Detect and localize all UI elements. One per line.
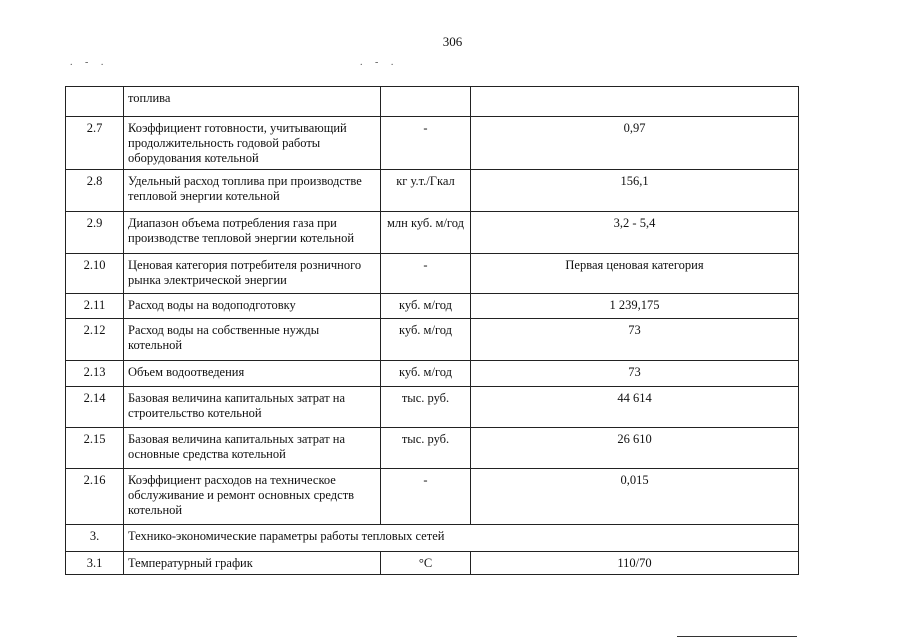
table-row [66, 387, 799, 428]
row-value [471, 87, 799, 117]
table-row [66, 212, 799, 254]
row-unit: - [381, 469, 471, 525]
table-row [66, 469, 799, 525]
row-unit: тыс. руб. [381, 428, 471, 469]
row-parameter-name: Базовая величина капитальных затрат на строительство котельной [124, 387, 381, 428]
section-title: Технико-экономические параметры работы тепловых сетей [124, 525, 799, 552]
row-number: 2.9 [66, 212, 124, 254]
row-value: 0,97 [471, 117, 799, 170]
row-value: 110/70 [471, 552, 799, 575]
row-value: 73 [471, 319, 799, 361]
row-parameter-name: топлива [124, 87, 381, 117]
row-unit: млн куб. м/год [381, 212, 471, 254]
row-number: 2.14 [66, 387, 124, 428]
row-number: 2.15 [66, 428, 124, 469]
row-value: 26 610 [471, 428, 799, 469]
table-row [66, 254, 799, 294]
row-unit: тыс. руб. [381, 387, 471, 428]
section-number: 3. [66, 525, 124, 552]
row-number [66, 87, 124, 117]
row-value: 1 239,175 [471, 294, 799, 319]
row-number: 3.1 [66, 552, 124, 575]
table-row [66, 294, 799, 319]
row-number: 2.12 [66, 319, 124, 361]
page-number: 306 [442, 34, 463, 49]
table-row [66, 428, 799, 469]
row-value: 73 [471, 361, 799, 387]
row-parameter-name: Объем водоотведения [124, 361, 381, 387]
row-parameter-name: Коэффициент готовности, учитывающий продолжительность годовой работы оборудования котельной [124, 117, 381, 170]
section-row [66, 525, 799, 552]
row-parameter-name: Базовая величина капитальных затрат на основные средства котельной [124, 428, 381, 469]
row-parameter-name: Удельный расход топлива при производстве тепловой энергии котельной [124, 170, 381, 212]
scan-marks-center: . - . [360, 57, 399, 68]
scan-artifact-line [677, 636, 797, 637]
row-value: Первая ценовая категория [471, 254, 799, 294]
row-parameter-name: Ценовая категория потребителя розничного рынка электрической энергии [124, 254, 381, 294]
table-row [66, 552, 799, 575]
row-unit [381, 87, 471, 117]
row-parameter-name: Расход воды на водоподготовку [124, 294, 381, 319]
row-unit: - [381, 117, 471, 170]
row-number: 2.7 [66, 117, 124, 170]
scan-marks-left: . - . [70, 57, 109, 68]
row-number: 2.16 [66, 469, 124, 525]
row-unit: куб. м/год [381, 294, 471, 319]
row-unit: - [381, 254, 471, 294]
table-body [66, 87, 799, 575]
row-value: 3,2 - 5,4 [471, 212, 799, 254]
row-parameter-name: Температурный график [124, 552, 381, 575]
row-unit: куб. м/год [381, 319, 471, 361]
row-number: 2.8 [66, 170, 124, 212]
parameters-table [65, 86, 799, 575]
row-parameter-name: Диапазон объема потребления газа при производстве тепловой энергии котельной [124, 212, 381, 254]
row-value: 44 614 [471, 387, 799, 428]
row-parameter-name: Коэффициент расходов на техническое обслуживание и ремонт основных средств котельной [124, 469, 381, 525]
row-value: 0,015 [471, 469, 799, 525]
table-row [66, 319, 799, 361]
table-row [66, 117, 799, 170]
row-number: 2.13 [66, 361, 124, 387]
table-row [66, 361, 799, 387]
row-number: 2.10 [66, 254, 124, 294]
row-unit: куб. м/год [381, 361, 471, 387]
table-row [66, 87, 799, 117]
row-unit: кг у.т./Гкал [381, 170, 471, 212]
row-unit: °С [381, 552, 471, 575]
row-parameter-name: Расход воды на собственные нужды котельной [124, 319, 381, 361]
row-value: 156,1 [471, 170, 799, 212]
table-row [66, 170, 799, 212]
row-number: 2.11 [66, 294, 124, 319]
